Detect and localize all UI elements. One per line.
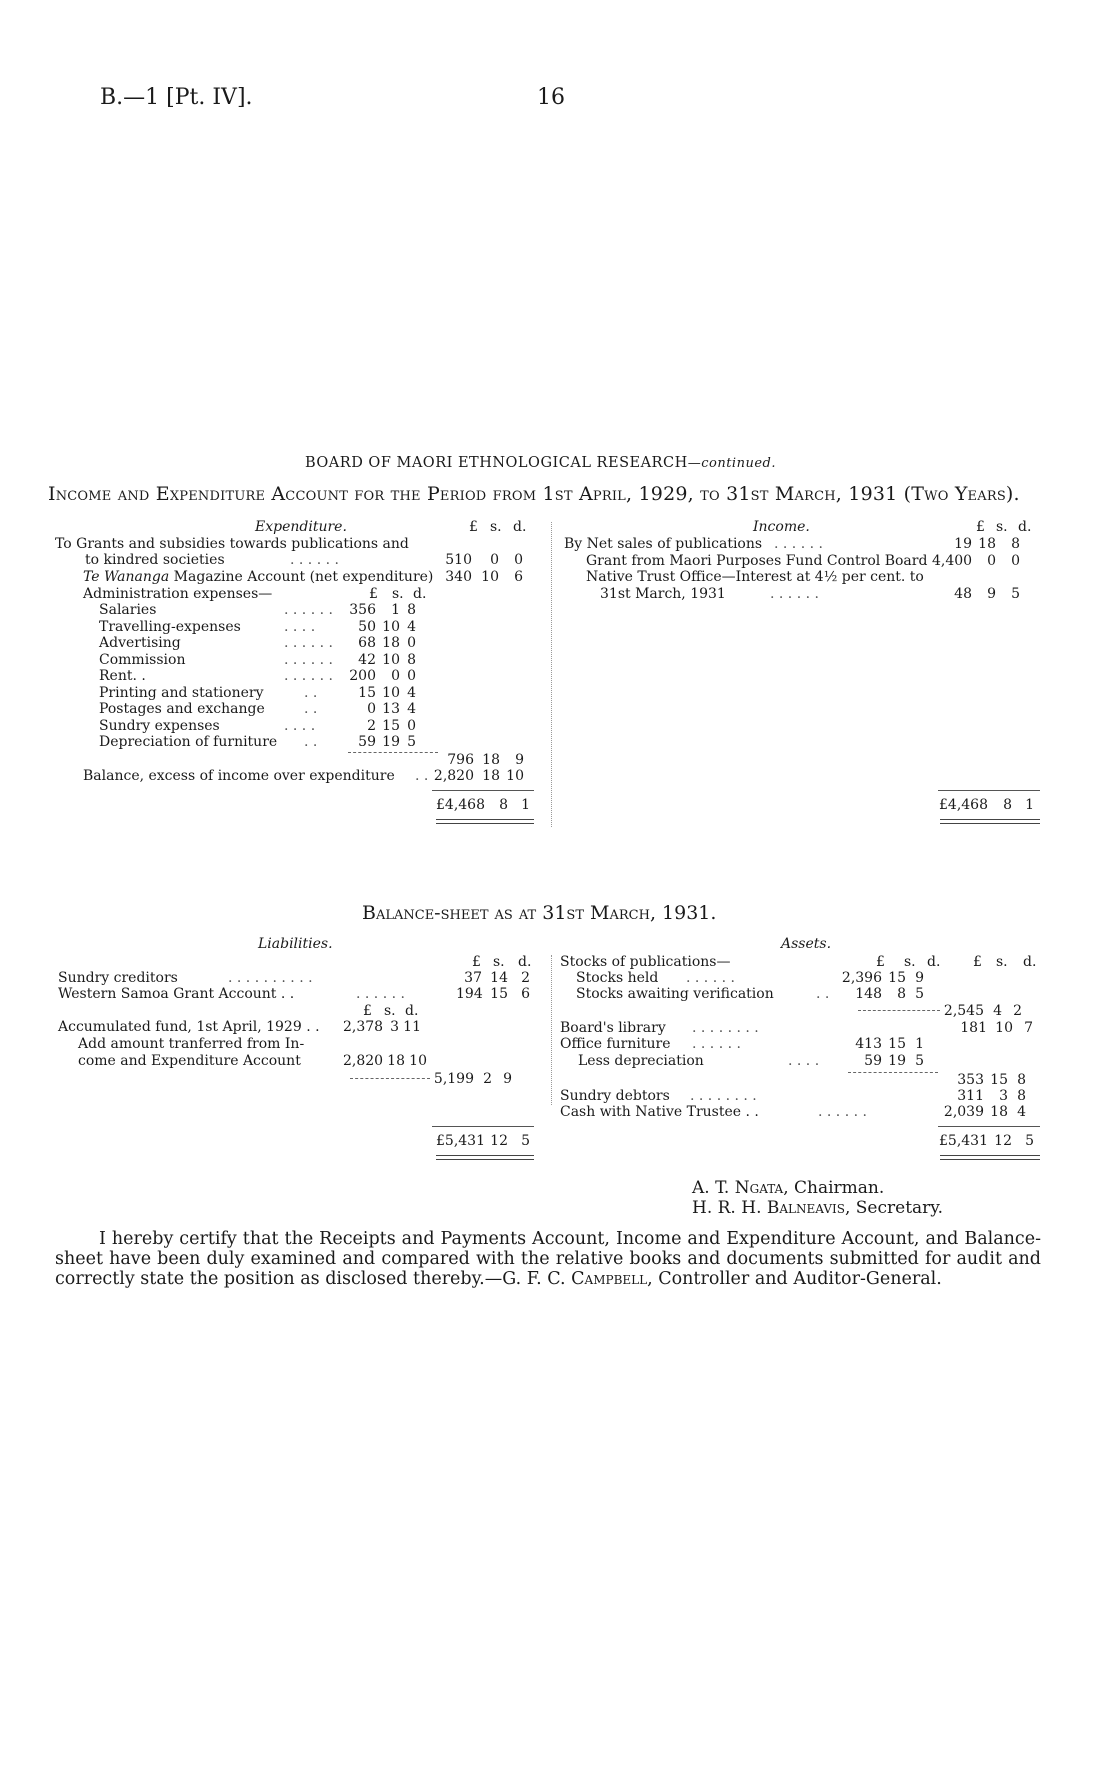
admin-item-row <box>99 619 459 635</box>
liab-total-rule <box>432 1126 534 1127</box>
stocks-await-d: 5 <box>915 986 924 1002</box>
trust-line1: Native Trust Office—Interest at 4½ per cent. to <box>586 569 924 585</box>
inc-s-head: s. <box>996 519 1008 535</box>
grants-s: 0 <box>490 552 499 568</box>
fund-total-s: 2 <box>483 1071 492 1087</box>
admin-total-l: 796 <box>447 752 474 768</box>
cash-d: 4 <box>1017 1104 1026 1120</box>
library-l: 181 <box>960 1020 987 1036</box>
assets-total-rule <box>938 1126 1040 1127</box>
debtors-s: 3 <box>999 1088 1008 1104</box>
inc-pound-head: £ <box>976 519 985 535</box>
admin-total-row <box>440 752 540 768</box>
grants-leaders: . . . . . . <box>290 552 339 568</box>
admin-item-d: 8 <box>407 602 416 618</box>
admin-item-label: Printing and stationery <box>99 684 264 701</box>
depreciation-label: Less depreciation <box>578 1053 704 1069</box>
liab-total-d: 5 <box>521 1133 530 1149</box>
admin-item-row <box>99 701 459 717</box>
signature-chairman <box>692 1178 884 1198</box>
chairman-role: , Chairman. <box>783 1178 885 1198</box>
admin-pound-head: £ <box>369 586 378 602</box>
liab-d-head: d. <box>518 954 532 970</box>
admin-item-leaders: . . . . <box>284 717 316 734</box>
stocks-subtotal-rule <box>858 1010 940 1011</box>
board-title-text: BOARD OF MAORI ETHNOLOGICAL RESEARCH <box>305 455 688 471</box>
stocks-await-label: Stocks awaiting verification <box>576 986 774 1002</box>
exp-total-rule <box>432 790 534 791</box>
admin-item-s: 1 <box>391 602 400 618</box>
grants-line2: to kindred societies <box>85 552 225 568</box>
assets-total-s: 12 <box>994 1133 1012 1149</box>
ast-s-head-2: s. <box>996 954 1008 970</box>
debtors-d: 8 <box>1017 1088 1026 1104</box>
inc-total-rule <box>938 790 1040 791</box>
acc-pound-head: £ <box>363 1003 372 1019</box>
admin-item-l: 356 <box>349 602 376 618</box>
page-number: 16 <box>537 85 565 110</box>
admin-subtotal-rule <box>348 752 438 753</box>
admin-item-d: 4 <box>407 701 416 717</box>
income-item-row <box>564 536 1044 552</box>
wananga-s: 10 <box>481 569 499 585</box>
admin-item-s: 0 <box>391 668 400 684</box>
wananga-row <box>83 569 533 585</box>
admin-item-s: 18 <box>382 635 400 651</box>
library-leaders: . . . . . . . . <box>692 1020 759 1036</box>
furniture-net-l: 353 <box>957 1072 984 1088</box>
inc-total-double-rule <box>940 819 1040 824</box>
audit-certificate <box>55 1229 1041 1289</box>
liab-total-double-rule <box>436 1155 534 1160</box>
grants-row <box>85 552 533 568</box>
debtors-leaders: . . . . . . . . <box>690 1088 757 1104</box>
stocks-await-s: 8 <box>897 986 906 1002</box>
stocks-held-leaders: . . . . . . <box>686 970 735 986</box>
admin-item-label: Advertising <box>99 635 181 651</box>
admin-item-label: Rent. . <box>99 668 146 684</box>
samoa-s: 15 <box>490 986 508 1002</box>
depreciation-d: 5 <box>915 1053 924 1069</box>
wananga-title: Te Wananga <box>83 569 170 585</box>
creditors-s: 14 <box>490 970 508 986</box>
add-d: 10 <box>409 1053 427 1069</box>
admin-item-s: 13 <box>382 701 400 717</box>
admin-item-d: 5 <box>407 734 416 750</box>
library-label: Board's library <box>560 1020 666 1036</box>
certificate-text: I hereby certify that the Receipts and Payments Account, Income and Expenditure Account, and Balance-sheet have been duly examined and compared with the relative books and documents submitted for audit and correctly state the position as disclosed thereby.— <box>55 1229 1041 1289</box>
admin-item-label: Travelling-expenses <box>99 618 241 635</box>
furniture-s: 15 <box>888 1036 906 1052</box>
add-l: 2,820 <box>343 1053 384 1069</box>
depreciation-row <box>578 1053 1048 1069</box>
admin-total-s: 18 <box>482 752 500 768</box>
stocks-held-label: Stocks held <box>576 970 659 986</box>
stocks-held-d: 9 <box>915 970 924 986</box>
grants-line1: To Grants and subsidies towards publications and <box>55 536 409 552</box>
ast-s-head-1: s. <box>904 954 916 970</box>
stocks-held-l: 2,396 <box>841 970 882 986</box>
balance-s: 18 <box>482 768 500 784</box>
samoa-leaders: . . . . . . <box>356 986 405 1002</box>
admin-item-s: 19 <box>382 734 400 750</box>
admin-item-label: Salaries <box>99 602 157 618</box>
fund-subtotal-rule <box>350 1078 430 1079</box>
admin-item-row <box>99 734 459 750</box>
stocks-total-d: 2 <box>1013 1003 1022 1019</box>
liabilities-heading: Liabilities. <box>258 936 333 952</box>
admin-label: Administration expenses— <box>83 586 273 602</box>
accumulated-label: Accumulated fund, 1st April, 1929 . . <box>58 1019 320 1035</box>
chairman-name: A. T. Ngata <box>692 1178 784 1198</box>
admin-item-d: 0 <box>407 717 416 734</box>
fund-total-row <box>430 1071 540 1087</box>
samoa-d: 6 <box>521 986 530 1002</box>
admin-item-leaders: . . . . . . <box>284 651 333 668</box>
add-row <box>78 1053 438 1069</box>
creditors-leaders: . . . . . . . . . . <box>228 970 313 986</box>
income-items <box>564 536 1044 569</box>
exp-pound-head: £ <box>469 519 478 535</box>
accumulated-s: 3 <box>390 1019 399 1035</box>
depreciation-leaders: . . . . <box>788 1053 820 1069</box>
board-title <box>305 455 776 471</box>
admin-item-label: Postages and exchange <box>99 701 265 717</box>
debtors-l: 311 <box>957 1088 984 1104</box>
admin-item-l: 68 <box>358 635 376 651</box>
ie-column-divider <box>551 522 552 827</box>
admin-item-l: 2 <box>367 717 376 734</box>
trust-l: 48 <box>954 586 972 602</box>
admin-item-d: 4 <box>407 684 416 701</box>
inc-total-l: £4,468 <box>939 797 988 813</box>
income-item-d: 8 <box>1011 536 1020 552</box>
auditor-name: G. F. C. Campbell <box>502 1269 648 1289</box>
stocks-total-s: 4 <box>993 1003 1002 1019</box>
exp-total-double-rule <box>436 819 534 824</box>
furniture-net-s: 15 <box>990 1072 1008 1088</box>
admin-item-row <box>99 602 459 618</box>
exp-d-head: d. <box>513 519 527 535</box>
secretary-role: , Secretary. <box>844 1198 944 1218</box>
balance-label: Balance, excess of income over expenditure <box>83 768 395 784</box>
exp-s-head: s. <box>490 519 502 535</box>
cash-label: Cash with Native Trustee . . <box>560 1104 759 1120</box>
assets-total-l: £5,431 <box>939 1133 988 1149</box>
furniture-l: 413 <box>855 1036 882 1052</box>
balance-d: 10 <box>506 768 524 784</box>
admin-item-row <box>99 685 459 701</box>
grants-d: 0 <box>514 552 523 568</box>
ast-pound-head-1: £ <box>876 954 885 970</box>
bs-column-divider <box>551 955 552 1105</box>
debtors-row <box>560 1088 1045 1104</box>
wananga-l: 340 <box>445 569 472 585</box>
samoa-label: Western Samoa Grant Account . . <box>58 986 295 1002</box>
assets-heading: Assets. <box>781 936 832 952</box>
admin-items <box>99 602 459 750</box>
admin-item-d: 8 <box>407 651 416 668</box>
income-item-leaders: . . . . . . <box>774 536 823 552</box>
income-item-label: By Net sales of publications <box>564 536 763 552</box>
accumulated-d: 11 <box>403 1019 421 1035</box>
admin-item-leaders: . . . . <box>284 618 316 635</box>
admin-item-l: 15 <box>358 684 376 701</box>
exp-total-row <box>430 797 540 813</box>
furniture-d: 1 <box>915 1036 924 1052</box>
creditors-label: Sundry creditors <box>58 970 178 986</box>
admin-item-l: 200 <box>349 668 376 684</box>
wananga-rest: Magazine Account (net expenditure) <box>173 569 434 585</box>
debtors-label: Sundry debtors <box>560 1088 670 1104</box>
admin-item-l: 42 <box>358 651 376 668</box>
furniture-net-d: 8 <box>1017 1072 1026 1088</box>
assets-total-d: 5 <box>1025 1133 1034 1149</box>
admin-item-row <box>99 652 459 668</box>
liab-s-head: s. <box>493 954 505 970</box>
stocks-total-l: 2,545 <box>943 1003 984 1019</box>
add-line2: come and Expenditure Account <box>78 1053 301 1069</box>
income-item-row <box>586 553 1066 569</box>
furniture-net-row <box>940 1072 1040 1088</box>
admin-item-leaders: . . <box>304 684 318 701</box>
admin-item-d: 0 <box>407 635 416 651</box>
ast-d-head-2: d. <box>1023 954 1037 970</box>
trust-leaders: . . . . . . <box>770 586 819 602</box>
balance-sheet-title: Balance-sheet as at 31st March, 1931. <box>362 902 717 924</box>
admin-item-leaders: . . <box>304 701 318 717</box>
admin-item-leaders: . . . . . . <box>284 602 333 618</box>
admin-item-leaders: . . . . . . <box>284 635 333 651</box>
acc-d-head: d. <box>405 1003 419 1019</box>
add-line1: Add amount tranferred from In- <box>78 1036 305 1052</box>
admin-item-d: 4 <box>407 618 416 635</box>
assets-total-row <box>930 1133 1045 1149</box>
admin-item-row <box>99 668 459 684</box>
trust-d: 5 <box>1011 586 1020 602</box>
fund-total-l: 5,199 <box>433 1071 474 1087</box>
income-item-d: 0 <box>1011 552 1020 569</box>
income-item-s: 0 <box>987 552 996 569</box>
stocks-held-row <box>576 970 1046 986</box>
admin-item-label: Commission <box>99 651 186 668</box>
liab-pound-head: £ <box>472 954 481 970</box>
depreciation-s: 19 <box>888 1053 906 1069</box>
liab-total-l: £5,431 <box>436 1133 485 1149</box>
liab-total-s: 12 <box>490 1133 508 1149</box>
admin-item-label: Depreciation of furniture <box>99 734 278 750</box>
cash-row <box>560 1104 1045 1120</box>
balance-leaders: . . <box>415 768 429 784</box>
furniture-subtotal-rule <box>848 1072 938 1073</box>
creditors-row <box>58 970 543 986</box>
admin-item-d: 0 <box>407 668 416 684</box>
balance-row <box>83 768 543 784</box>
cash-l: 2,039 <box>943 1104 984 1120</box>
trust-row <box>600 586 1040 602</box>
inc-total-d: 1 <box>1025 797 1034 813</box>
admin-item-label: Sundry expenses <box>99 717 220 734</box>
income-item-l: 19 <box>954 536 972 552</box>
furniture-label: Office furniture <box>560 1036 671 1052</box>
exp-total-l: £4,468 <box>436 797 485 813</box>
stocks-await-row <box>576 986 1046 1002</box>
exp-total-s: 8 <box>499 797 508 813</box>
furniture-leaders: . . . . . . <box>692 1036 741 1052</box>
cash-s: 18 <box>990 1104 1008 1120</box>
library-d: 7 <box>1024 1020 1033 1036</box>
admin-d-head: d. <box>413 586 427 602</box>
inc-total-s: 8 <box>1003 797 1012 813</box>
income-item-s: 18 <box>978 536 996 552</box>
stocks-held-s: 15 <box>888 970 906 986</box>
admin-item-leaders: . . . . . . <box>284 668 333 684</box>
admin-item-row <box>99 718 459 734</box>
admin-s-head: s. <box>392 586 404 602</box>
secretary-name: H. R. H. Balneavis <box>692 1198 845 1218</box>
stocks-total-row <box>940 1003 1040 1019</box>
grants-l: 510 <box>445 552 472 568</box>
stocks-label: Stocks of publications— <box>560 954 731 970</box>
board-title-continued: —continued. <box>687 456 776 471</box>
ast-pound-head-2: £ <box>973 954 982 970</box>
signature-secretary <box>692 1198 943 1218</box>
page-series: B.—1 [Pt. IV]. <box>100 85 253 110</box>
admin-item-row <box>99 635 459 651</box>
admin-item-l: 0 <box>367 701 376 717</box>
samoa-row <box>58 986 543 1002</box>
income-heading: Income. <box>753 519 810 535</box>
library-s: 10 <box>995 1020 1013 1036</box>
stocks-await-l: 148 <box>855 986 882 1002</box>
library-row <box>560 1020 1045 1036</box>
creditors-d: 2 <box>521 970 530 986</box>
accumulated-row <box>58 1019 438 1035</box>
wananga-d: 6 <box>514 569 523 585</box>
furniture-row <box>560 1036 1045 1052</box>
cash-leaders: . . . . . . <box>818 1104 867 1120</box>
creditors-l: 37 <box>464 970 482 986</box>
accumulated-l: 2,378 <box>343 1019 384 1035</box>
stocks-await-leaders: . . <box>816 986 830 1002</box>
trust-s: 9 <box>987 586 996 602</box>
admin-item-leaders: . . <box>304 734 318 750</box>
fund-total-d: 9 <box>503 1071 512 1087</box>
assets-total-double-rule <box>940 1155 1040 1160</box>
liab-total-row <box>430 1133 540 1149</box>
admin-item-s: 10 <box>382 651 400 668</box>
balance-l: 2,820 <box>433 768 474 784</box>
admin-item-l: 50 <box>358 618 376 635</box>
trust-line2: 31st March, 1931 <box>600 586 726 602</box>
income-item-label: Grant from Maori Purposes Fund Control Board <box>586 552 928 569</box>
income-item-l: 4,400 <box>932 552 973 569</box>
admin-total-d: 9 <box>515 752 524 768</box>
admin-item-l: 59 <box>358 734 376 750</box>
samoa-l: 194 <box>456 986 483 1002</box>
auditor-role: , Controller and Auditor-General. <box>647 1269 942 1289</box>
inc-d-head: d. <box>1018 519 1032 535</box>
admin-item-s: 15 <box>382 717 400 734</box>
depreciation-l: 59 <box>864 1053 882 1069</box>
inc-total-row <box>930 797 1045 813</box>
add-s: 18 <box>387 1053 405 1069</box>
admin-item-s: 10 <box>382 684 400 701</box>
ie-account-title: Income and Expenditure Account for the Period from 1st April, 1929, to 31st March, 1931 (Two Years). <box>48 483 1020 505</box>
expenditure-heading: Expenditure. <box>255 519 347 535</box>
acc-s-head: s. <box>384 1003 396 1019</box>
ast-d-head-1: d. <box>927 954 941 970</box>
exp-total-d: 1 <box>521 797 530 813</box>
admin-item-s: 10 <box>382 618 400 635</box>
